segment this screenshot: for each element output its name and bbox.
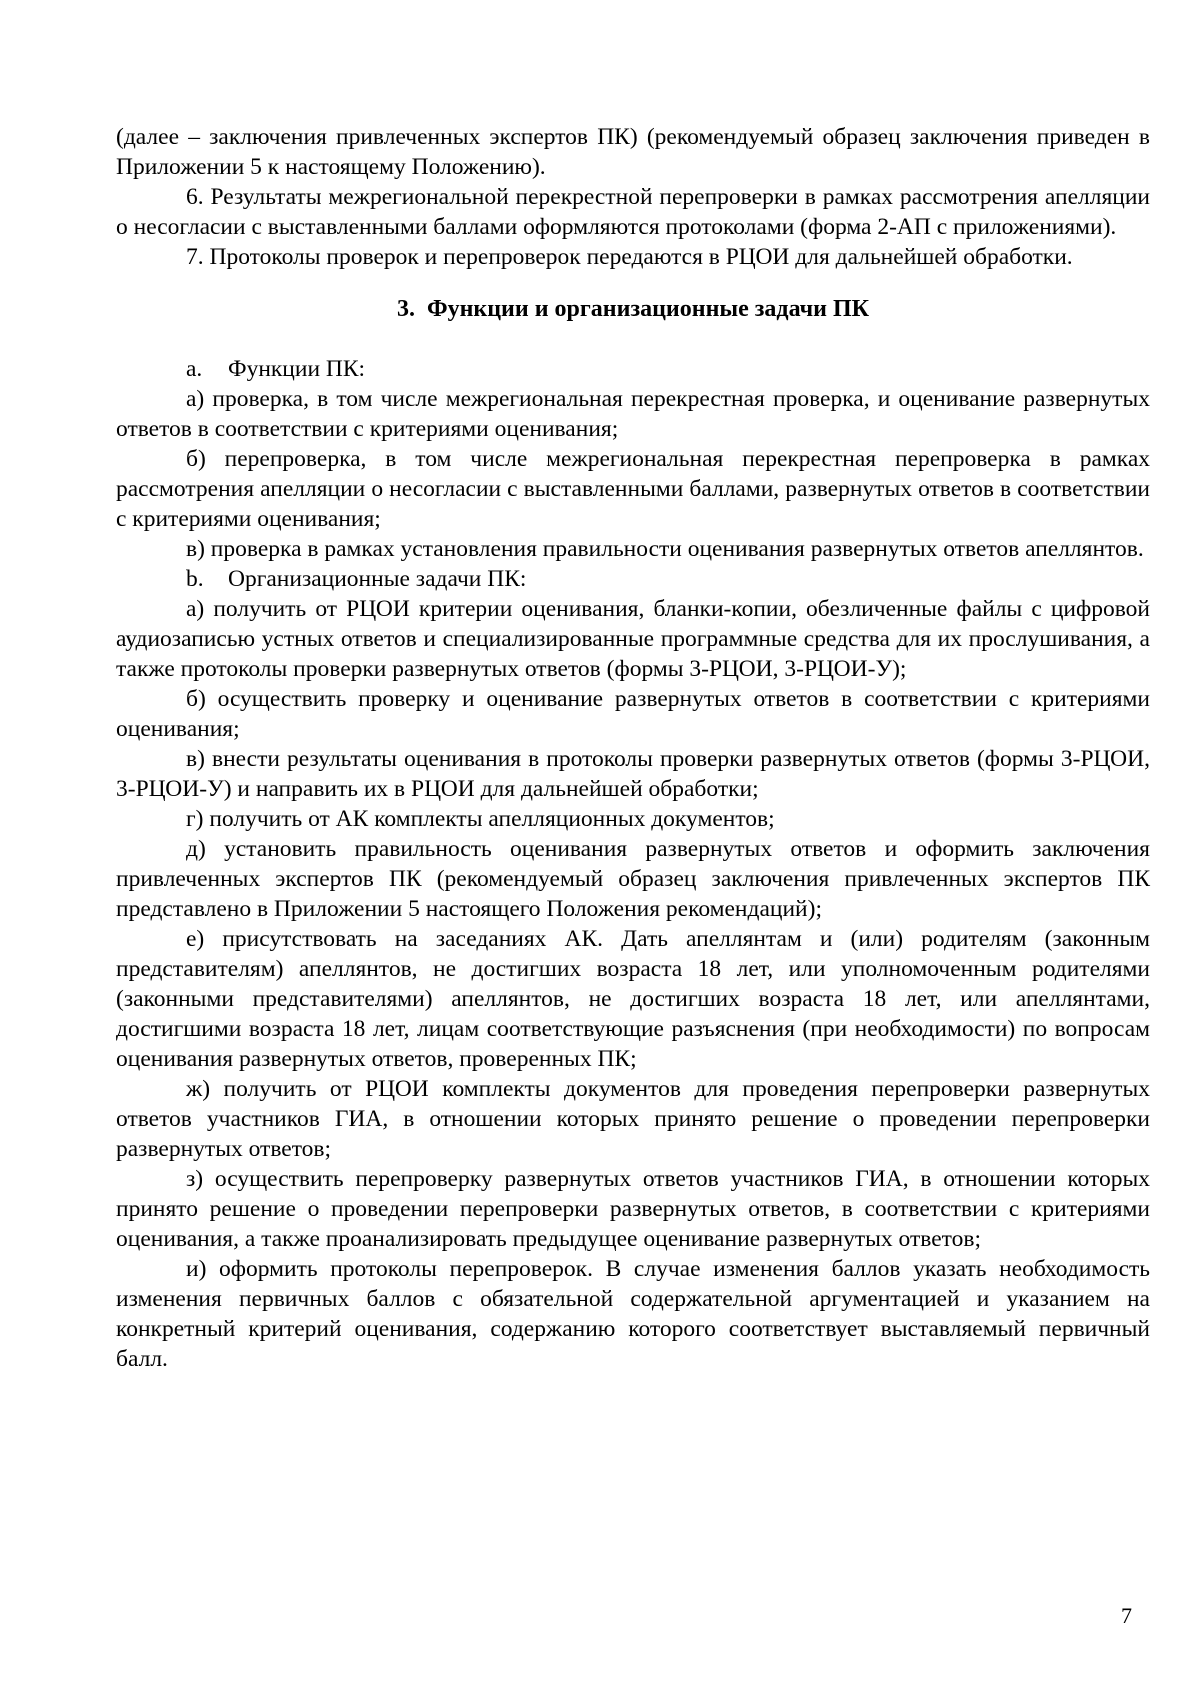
paragraph-item-7: 7. Протоколы проверок и перепроверок передаются в РЦОИ для дальнейшей обработки. (186, 244, 1073, 270)
tasks-item: д) установить правильность оценивания развернутых ответов и оформить заключения привлеченных экспертов ПК (рекомендуемый образец заключения привлеченных экспертов ПК представлено в Приложении 5 настоящего Положения рекомендаций); (116, 836, 1150, 922)
paragraph-item-6: 6. Результаты межрегиональной перекрестной перепроверки в рамках рассмотрения апелляции о несогласии с выставленными баллами оформляются протоколами (форма 2-АП с приложениями). (116, 184, 1150, 240)
tasks-item: з) осуществить перепроверку развернутых ответов участников ГИА, в отношении которых принято решение о проведении перепроверки развернутых ответов, в соответствии с критериями оценивания, а также проанализировать предыдущее оценивание развернутых ответов; (116, 1166, 1150, 1252)
tasks-item: и) оформить протоколы перепроверок. В случае изменения баллов указать необходимость изменения первичных баллов с обязательной содержательной аргументацией и указанием на конкретный критерий оценивания, содержанию которого соответствует выставляемый первичный балл. (116, 1256, 1150, 1372)
tasks-label-line (116, 564, 1150, 594)
section-title: Функции и организационные задачи ПК (426, 296, 870, 322)
functions-item: а) проверка, в том числе межрегиональная перекрестная проверка, и оценивание развернутых ответов в соответствии с критериями оценивания; (116, 386, 1150, 442)
tasks-item: г) получить от АК комплекты апелляционных документов; (186, 806, 775, 832)
tasks-item: ж) получить от РЦОИ комплекты документов для проведения перепроверки развернутых ответов участников ГИА, в отношении которых принято решение о проведении перепроверки развернутых ответов; (116, 1076, 1150, 1162)
page-number: 7 (1121, 1603, 1132, 1628)
functions-label-line (116, 354, 1150, 384)
functions-marker: a. (186, 356, 203, 382)
functions-item: б) перепроверка, в том числе межрегиональная перекрестная перепроверка в рамках рассмотрения апелляции о несогласии с выставленными баллами, развернутых ответов в соответствии с критериями оценивания; (116, 446, 1150, 532)
section-number: 3. (396, 296, 415, 322)
tasks-item: е) присутствовать на заседаниях АК. Дать апеллянтам и (или) родителям (законным представителям) апеллянтов, не достигших возраста 18 лет, или уполномоченным родителями (законными представителями) апеллянтов, не достигших возраста 18 лет, или апеллянтами, достигшими возраста 18 лет, лицам соответствующие разъяснения (при необходимости) по вопросам оценивания развернутых ответов, проверенных ПК; (116, 926, 1150, 1072)
paragraph-continuation: (далее – заключения привлеченных экспертов ПК) (рекомендуемый образец заключения приведен в Приложении 5 к настоящему Положению). (116, 124, 1150, 180)
document-page (116, 122, 1150, 1374)
functions-item: в) проверка в рамках установления правильности оценивания развернутых ответов апеллянтов. (186, 536, 1144, 562)
tasks-item: а) получить от РЦОИ критерии оценивания, бланки-копии, обезличенные файлы с цифровой аудиозаписью устных ответов и специализированные программные средства для их прослушивания, а также протоколы проверки развернутых ответов (формы 3-РЦОИ, 3-РЦОИ-У); (116, 596, 1150, 682)
tasks-label: Организационные задачи ПК: (228, 566, 527, 592)
functions-label: Функции ПК: (228, 356, 366, 382)
tasks-item: в) внести результаты оценивания в протоколы проверки развернутых ответов (формы 3-РЦОИ, 3-РЦОИ-У) и направить их в РЦОИ для дальнейшей обработки; (116, 746, 1150, 802)
tasks-marker: b. (186, 566, 204, 592)
tasks-item: б) осуществить проверку и оценивание развернутых ответов в соответствии с критериями оценивания; (116, 686, 1150, 742)
section-heading (116, 294, 1150, 324)
